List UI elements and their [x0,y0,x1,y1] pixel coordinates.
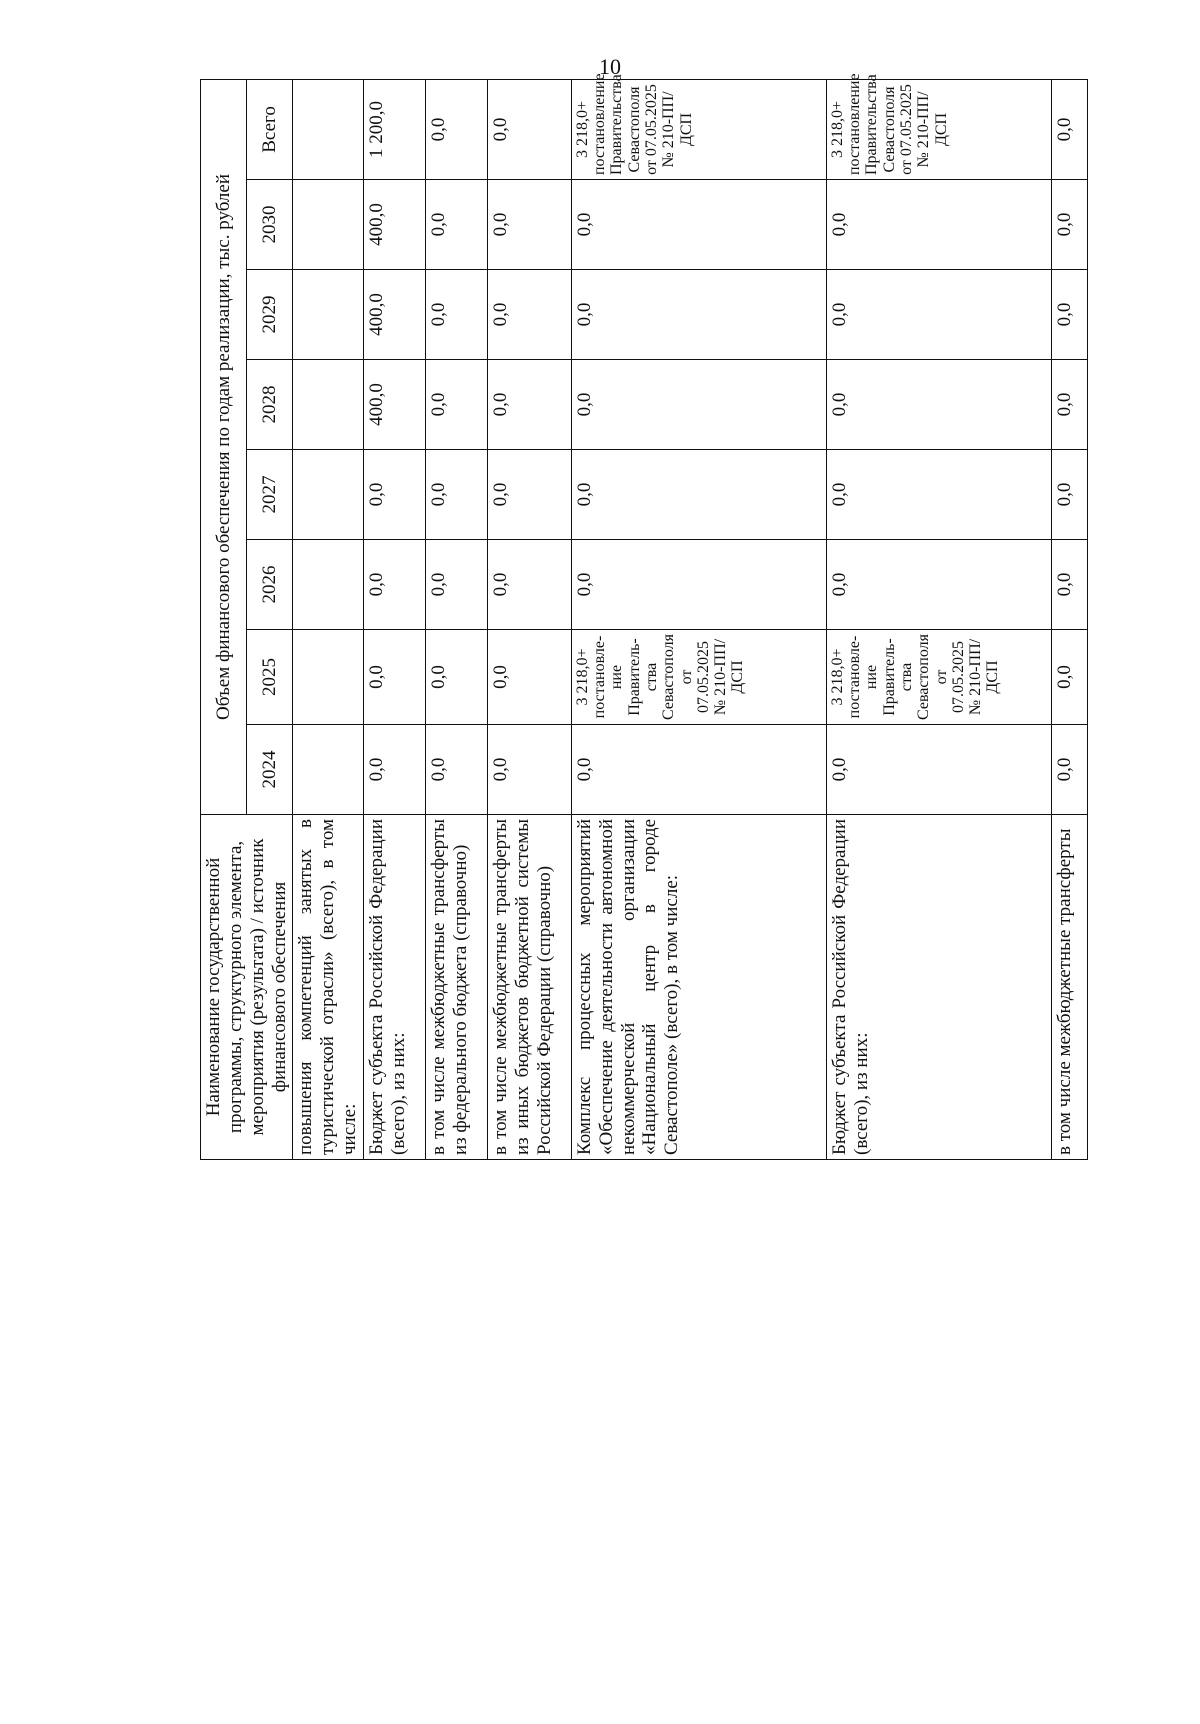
table-row [363,79,425,1159]
table-row [425,79,487,1159]
header-year: 2026 [247,540,293,630]
cell-value: 0,0 [1051,450,1087,540]
table-row [487,79,571,1159]
cell-value [293,360,364,450]
row-name: Комплекс процессных мероприятий «Обеспечение деятельности автономной некоммерческой организации «Национальный центр в городе Севастополе» (всего), в том числе: [571,815,826,1160]
cell-value: 0,0 [487,540,571,630]
cell-value: 0,0 [363,630,425,725]
financing-table [200,73,1088,1160]
cell-value: 0,0 [1051,725,1087,815]
cell-value: 0,0 [1051,270,1087,360]
cell-value: 0,0 [487,180,571,270]
cell-value: 0,0 [1051,79,1087,179]
cell-value: 0,0 [363,540,425,630]
cell-value: 0,0 [425,270,487,360]
header-year: 2030 [247,180,293,270]
cell-value: 0,0 [425,360,487,450]
cell-value-note: 3 218,0+ постановле- ние Правитель- ства Севастополя от 07.05.2025 № 210-ПП/ДСП [826,630,1051,725]
cell-value-note: 3 218,0+ постановление Правительства Севастополя от 07.05.2025 № 210-ПП/ДСП [826,79,1051,179]
cell-value: 0,0 [571,360,826,450]
cell-value-note: 3 218,0+ постановление Правительства Севастополя от 07.05.2025 № 210-ПП/ДСП [571,79,826,179]
cell-value [293,630,364,725]
cell-value: 0,0 [826,270,1051,360]
cell-value: 0,0 [1051,540,1087,630]
cell-value: 0,0 [1051,630,1087,725]
header-year: 2027 [247,450,293,540]
cell-value-note: 3 218,0+ постановле- ние Правитель- ства Севастополя от 07.05.2025 № 210-ПП/ДСП [571,630,826,725]
table-row [826,79,1051,1159]
cell-value [293,180,364,270]
cell-value: 400,0 [363,270,425,360]
cell-value: 0,0 [571,450,826,540]
table-row [571,79,826,1159]
cell-value [293,79,364,179]
cell-value: 0,0 [487,79,571,179]
header-year: 2028 [247,360,293,450]
cell-value: 400,0 [363,360,425,450]
header-total: Всего [247,79,293,179]
cell-value: 0,0 [363,725,425,815]
cell-value: 0,0 [571,725,826,815]
cell-value: 0,0 [425,630,487,725]
cell-value: 0,0 [425,540,487,630]
cell-value: 0,0 [425,79,487,179]
cell-value: 400,0 [363,180,425,270]
cell-value: 0,0 [425,450,487,540]
cell-value: 0,0 [826,180,1051,270]
header-year: 2029 [247,270,293,360]
row-name: Бюджет субъекта Российской Федерации (всего), из них: [363,815,425,1160]
cell-value [293,450,364,540]
cell-value: 0,0 [363,450,425,540]
table-row [293,79,364,1159]
row-name: в том числе межбюджетные трансферты из иных бюджетов бюджетной системы Российской Федерации (справочно) [487,815,571,1160]
header-year: 2025 [247,630,293,725]
cell-value: 0,0 [487,270,571,360]
cell-value: 0,0 [487,725,571,815]
cell-value: 1 200,0 [363,79,425,179]
cell-value: 0,0 [1051,360,1087,450]
header-volume-title: Объем финансового обеспечения по годам реализации, тыс. рублей [201,79,247,814]
header-year: 2024 [247,725,293,815]
page-number: 10 [599,54,621,79]
cell-value: 0,0 [826,450,1051,540]
cell-value: 0,0 [487,360,571,450]
cell-value: 0,0 [571,180,826,270]
cell-value [293,725,364,815]
row-name: Бюджет субъекта Российской Федерации (всего), из них: [826,815,1051,1160]
cell-value: 0,0 [425,180,487,270]
row-name: в том числе межбюджетные трансферты из федерального бюджета (справочно) [425,815,487,1160]
row-name: повышения компетенций занятых в туристической отрасли» (всего), в том числе: [293,815,364,1160]
header-name-column: Наименование государственной программы, структурного элемента, мероприятия (результата) / источник финансового обеспечения [201,815,293,1160]
row-name: в том числе межбюджетные трансферты [1051,815,1087,1160]
cell-value: 0,0 [826,725,1051,815]
cell-value: 0,0 [425,725,487,815]
cell-value [293,540,364,630]
financing-table-sheet [200,73,1135,1160]
cell-value: 0,0 [826,540,1051,630]
cell-value [293,270,364,360]
cell-value: 0,0 [571,540,826,630]
cell-value: 0,0 [487,630,571,725]
table-row [1051,79,1087,1159]
cell-value: 0,0 [487,450,571,540]
cell-value: 0,0 [1051,180,1087,270]
cell-value: 0,0 [826,360,1051,450]
cell-value: 0,0 [571,270,826,360]
